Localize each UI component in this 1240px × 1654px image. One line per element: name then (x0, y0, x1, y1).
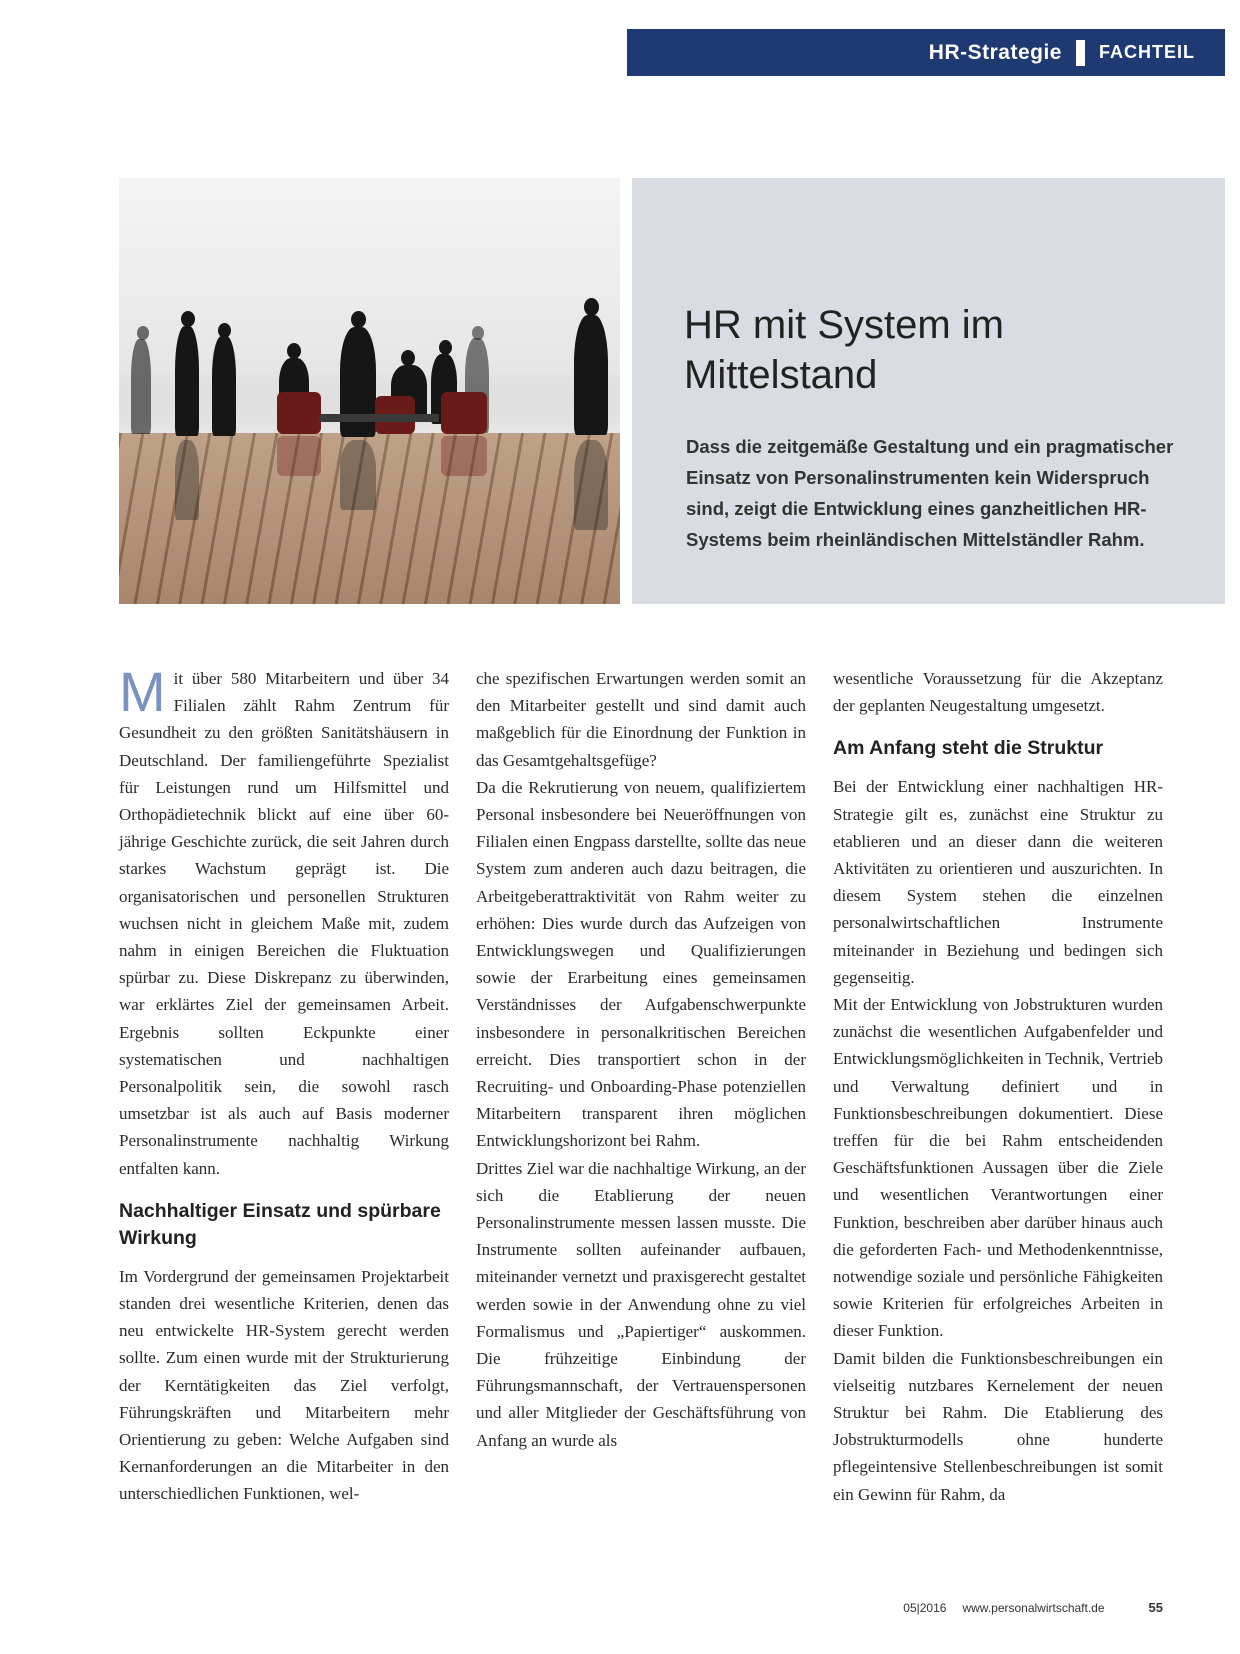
website-url: www.personalwirtschaft.de (962, 1601, 1105, 1615)
paragraph-drittes-ziel: Drittes Ziel war die nachhaltige Wirkung, an der sich die Etablierung der neuen Personalinstrumente messen lassen musste. Die Instrumente sollten aufeinander aufbauen, miteinander vernetzt und praxisgerecht gestaltet werden sowie in der Anwendung ohne zu viel Formalismus und „Papiertiger“ auskommen. Die frühzeitige Einbindung der Führungsmannschaft, der Vertrauenspersonen und aller Mitglieder der Geschäftsführung von Anfang an wurde als (476, 1158, 806, 1450)
section-header-band (627, 29, 1225, 76)
paragraph-hr-strategie: Bei der Entwicklung einer nachhaltigen HR-Strategie gilt es, zunächst eine Struktur zu etablieren und an dieser dann die weiteren Aktivitäten zu orientieren und auszurichten. In diesem System stehen die einzelnen personalwirtschaftlichen Instrumente miteinander in Beziehung und bedingen sich gegenseitig. (833, 777, 1163, 987)
text-column-2 (476, 665, 806, 1454)
paragraph-intro (119, 660, 449, 1182)
paragraph-jobstrukturen: Mit der Entwicklung von Jobstrukturen wurden zunächst die wesentlichen Aufgabenfelder und Entwicklungsmöglichkeiten in Technik, Vertrieb und Verwaltung definiert und in Funktionsbeschreibungen dokumentiert. Diese treffen für die bei Rahm entscheidenden Geschäftsfunktionen Aussagen über die Ziele und wesentlichen Verantwortungen einer Funktion, beschreiben aber darüber hinaus auch die geforderten Fach- und Methodenkenntnisse, notwendige soziale und persönliche Fähigkeiten sowie Kriterien für erfolgreiches Arbeiten in dieser Funktion. (833, 995, 1163, 1341)
paragraph-kriterien-continued: che spezifischen Erwartungen werden somit an den Mitarbeiter gestellt und sind damit auch maßgeblich für die Einordnung der Funktion in das Gesamtgehaltsgefüge? (476, 669, 806, 770)
page-footer (903, 1600, 1163, 1615)
section-kind-label: FACHTEIL (1099, 42, 1195, 62)
text-column-3 (833, 665, 1163, 1508)
issue-number: 05|2016 (903, 1601, 947, 1615)
paragraph-drittes-ziel-continued: wesentliche Voraussetzung für die Akzeptanz der geplanten Neugestaltung umgesetzt. (833, 669, 1163, 716)
article-title: HR mit System im Mittelstand (684, 303, 1004, 397)
page-number: 55 (1148, 1600, 1163, 1615)
paragraph-kriterien: Im Vordergrund der gemeinsamen Projektarbeit standen drei wesentliche Kriterien, denen das neu entwickelte HR-System gerecht werden sollte. Zum einen wurde mit der Strukturierung der Kerntätigkeiten das Ziel verfolgt, Führungskräften und Mitarbeitern mehr Orientierung zu geben: Welche Aufgaben sind Kernanforderungen an die Mitarbeiter in den unterschiedlichen Funktionen, wel- (119, 1266, 449, 1504)
subheading-struktur: Am Anfang steht die Struktur (833, 737, 1104, 760)
paragraph-funktionsbeschreibungen: Damit bilden die Funktionsbeschreibungen ein vielseitig nutzbares Kernelement der neuen Struktur bei Rahm. Die Etablierung des Jobstrukturmodells ohne hunderte pflegeintensive Stellenbeschreibungen ist somit ein Gewinn für Rahm, da (833, 1348, 1163, 1504)
paragraph-intro-text: it über 580 Mitarbeitern und über 34 Filialen zählt Rahm Zentrum für Gesundheit zu den größten Sanitätshäusern in Deutschland. Der familiengeführte Spezialist für Leistungen rund um Hilfsmittel und Orthopädietechnik blickt auf eine über 60-jährige Geschichte zurück, die seit Jahren durch starkes Wachstum geprägt ist. Die organisatorischen und personellen Strukturen wuchsen nicht in gleichem Maße mit, zudem nahm in einigen Bereichen die Fluktuation spürbar zu. Diese Diskrepanz zu überwinden, war erklärtes Ziel der gemeinsamen Arbeit. Ergebnis sollten Eckpunkte einer systematischen und nachhaltigen Personalpolitik sein, die sowohl rasch umsetzbar ist als auch auf Basis moderner Personalinstrumente nachhaltig Wirkung entfalten kann. (119, 669, 449, 1178)
drop-cap: M (119, 660, 166, 723)
paragraph-rekrutierung: Da die Rekrutierung von neuem, qualifiziertem Personal insbesondere bei Neueröffnungen von Filialen einen Engpass darstellte, sollte das neue System zum anderen auch dazu beitragen, die Arbeitgeberattraktivität von Rahm weiter zu erhöhen: Dies wurde durch das Aufzeigen von Entwicklungswegen und Qualifizierungen sowie der Erarbeitung eines gemeinsamen Verständnisses der Aufgabenschwerpunkte insbesondere in personalkritischen Bereichen erreicht. Dies transportiert schon in der Recruiting- und Onboarding-Phase potenziellen Mitarbeitern transparent ihren möglichen Entwicklungshorizont bei Rahm. (476, 777, 806, 1151)
article-lead: Dass die zeitgemäße Gestaltung und ein pragmatischer Einsatz von Personalinstrumenten kein Widerspruch sind, zeigt die Entwicklung eines ganzheitlichen HR-Systems beim rheinländischen Mittelständler Rahm. (686, 436, 1174, 550)
header-separator (1076, 40, 1085, 66)
hero-photo-business-people (119, 178, 620, 604)
text-column-1 (119, 660, 449, 1508)
title-panel (632, 178, 1225, 604)
subheading-nachhaltiger-einsatz: Nachhaltiger Einsatz und spürbare Wirkung (119, 1199, 441, 1249)
section-label: HR-Strategie (928, 40, 1062, 64)
